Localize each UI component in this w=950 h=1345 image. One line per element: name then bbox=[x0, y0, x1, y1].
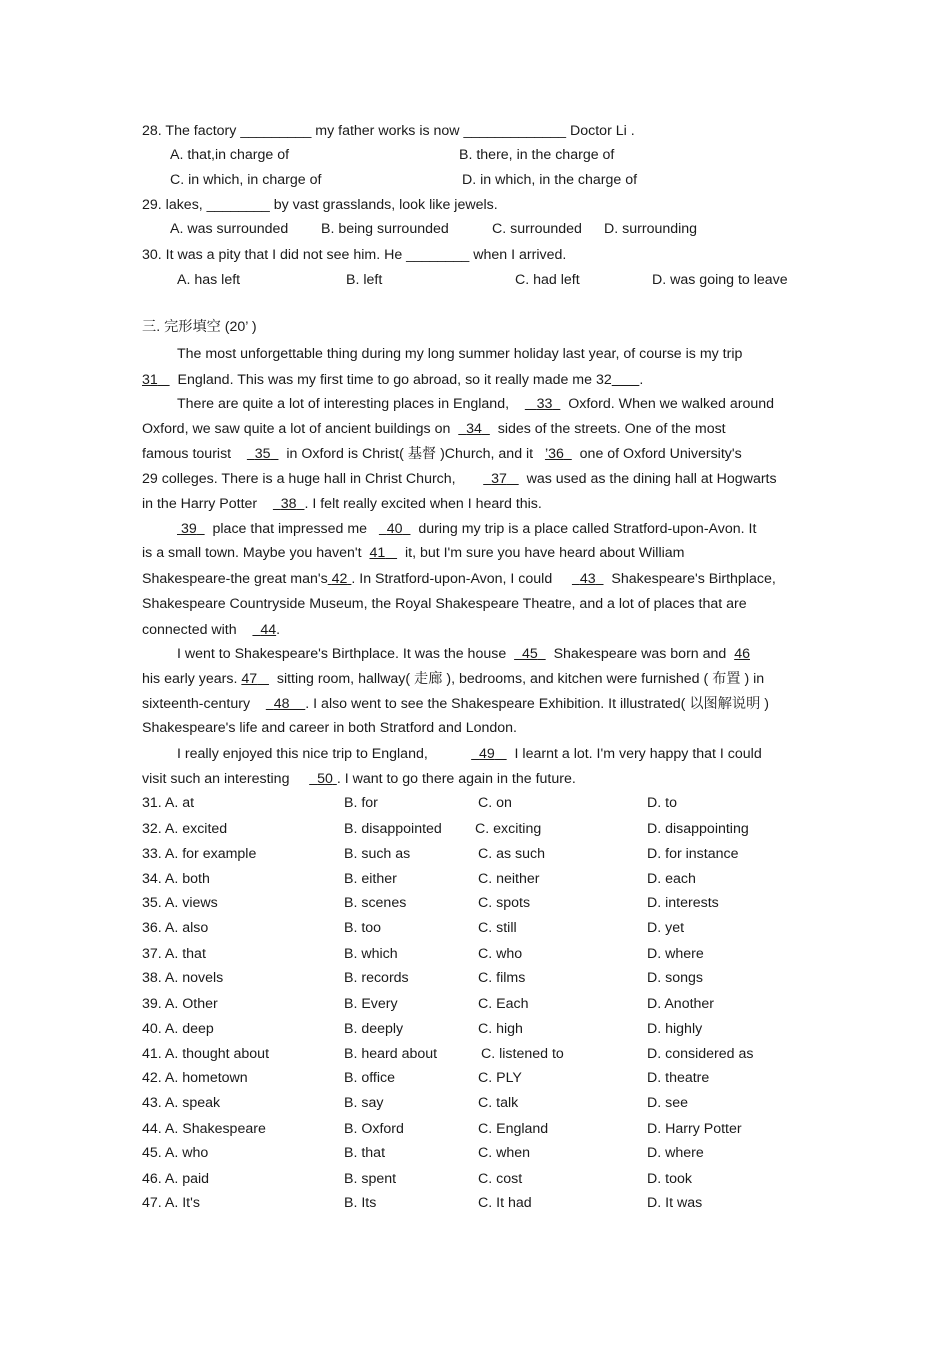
blank-number: 34 bbox=[466, 421, 482, 437]
blank-number: ’36 bbox=[544, 446, 564, 462]
answer-option: B. which bbox=[344, 946, 398, 962]
answer-option: C. neither bbox=[478, 871, 540, 887]
question-stem: 30. It was a pity that I did not see him. He ________ when I arrived. bbox=[142, 247, 567, 263]
answer-option: D. where bbox=[647, 946, 704, 962]
answer-option: C. listened to bbox=[481, 1046, 564, 1062]
blank-number: 43 bbox=[579, 571, 596, 587]
answer-option: D. disappointing bbox=[647, 821, 749, 837]
blank-number: 42 bbox=[331, 571, 348, 587]
answer-option: C. still bbox=[478, 920, 517, 936]
answer-option: C. cost bbox=[478, 1171, 523, 1187]
answer-option: D. took bbox=[647, 1171, 692, 1187]
passage-line: sixteenth-century 48 . I also went to see the Shakespeare Exhibition. It illustrated( 以图解说明 ) bbox=[142, 696, 769, 712]
answer-question-option-a: 44. A. Shakespeare bbox=[142, 1121, 266, 1137]
answer-option: B. disappointed bbox=[344, 821, 442, 837]
passage-line: 29 colleges. There is a huge hall in Christ Church, 37 was used as the dining hall at Hogwarts bbox=[142, 471, 777, 487]
answer-option: B. deeply bbox=[344, 1021, 404, 1037]
answer-option: B. scenes bbox=[344, 895, 407, 911]
answer-option: D. considered as bbox=[647, 1046, 754, 1062]
blank-number: 37 bbox=[491, 471, 507, 487]
answer-question-option-a: 35. A. views bbox=[142, 895, 218, 911]
answer-option: B. that bbox=[344, 1145, 386, 1161]
answer-question-option-a: 47. A. It's bbox=[142, 1195, 200, 1211]
blank-number: 41 bbox=[369, 545, 386, 561]
question-option: A. that,in charge of bbox=[170, 147, 290, 163]
question-stem: 29. lakes, ________ by vast grasslands, look like jewels. bbox=[142, 197, 498, 213]
answer-option: D. each bbox=[647, 871, 696, 887]
answer-option: D. for instance bbox=[647, 846, 739, 862]
answer-option: D. interests bbox=[647, 895, 719, 911]
answer-question-option-a: 41. A. thought about bbox=[142, 1046, 270, 1062]
answer-option: D. songs bbox=[647, 970, 703, 986]
answer-option: D. theatre bbox=[647, 1070, 710, 1086]
answer-option: C. who bbox=[478, 946, 523, 962]
passage-line: 39 place that impressed me 40 during my trip is a place called Stratford-upon-Avon. It bbox=[180, 521, 757, 537]
answer-option: B. for bbox=[344, 795, 378, 811]
blank-number: 47 bbox=[241, 671, 258, 687]
answer-option: D. yet bbox=[647, 920, 685, 936]
answer-option: B. Its bbox=[344, 1195, 377, 1211]
question-option: A. was surrounded bbox=[170, 221, 289, 237]
answer-question-option-a: 38. A. novels bbox=[142, 970, 224, 986]
answer-option: D. see bbox=[647, 1095, 689, 1111]
passage-line: There are quite a lot of interesting places in England, 33 Oxford. When we walked around bbox=[177, 396, 775, 412]
question-option: C. in which, in charge of bbox=[170, 172, 322, 188]
question-option: B. left bbox=[346, 272, 383, 288]
answer-question-option-a: 33. A. for example bbox=[142, 846, 257, 862]
answer-question-option-a: 32. A. excited bbox=[142, 821, 228, 837]
answer-option: C. England bbox=[478, 1121, 549, 1137]
answer-question-option-a: 36. A. also bbox=[142, 920, 209, 936]
passage-line: Shakespeare's life and career in both Stratford and London. bbox=[142, 720, 517, 736]
answer-option: D. Another bbox=[647, 996, 715, 1012]
passage-line: is a small town. Maybe you haven't 41 it, but I'm sure you have heard about William bbox=[142, 545, 685, 561]
blank-number: 44 bbox=[260, 622, 277, 638]
passage-line: his early years. 47 sitting room, hallway( 走廊 ), bedrooms, and kitchen were furnished ( 布置 ) in bbox=[142, 671, 765, 687]
answer-option: B. records bbox=[344, 970, 409, 986]
question-stem: 28. The factory _________ my father works is now _____________ Doctor Li . bbox=[142, 123, 635, 139]
answer-option: B. spent bbox=[344, 1171, 397, 1187]
blank-number: 45 bbox=[522, 646, 538, 662]
blank-number: 46 bbox=[734, 646, 750, 662]
blank-number: 48 bbox=[273, 696, 290, 712]
section-heading: 三. 完形填空 (20’ ) bbox=[142, 319, 257, 335]
blank-number: 49 bbox=[479, 746, 495, 762]
answer-option: B. Every bbox=[344, 996, 398, 1012]
answer-option: D. It was bbox=[647, 1195, 703, 1211]
answer-option: B. office bbox=[344, 1070, 395, 1086]
blank-number: 50 bbox=[317, 771, 333, 787]
answer-option: C. Each bbox=[478, 996, 529, 1012]
answer-option: B. heard about bbox=[344, 1046, 438, 1062]
passage-line: I really enjoyed this nice trip to England, 49 I learnt a lot. I'm very happy that I could bbox=[177, 746, 762, 762]
answer-option: B. such as bbox=[344, 846, 411, 862]
answer-question-option-a: 40. A. deep bbox=[142, 1021, 214, 1037]
passage-line: Shakespeare Countryside Museum, the Royal Shakespeare Theatre, and a lot of places that are bbox=[142, 596, 747, 612]
answer-question-option-a: 43. A. speak bbox=[142, 1095, 221, 1111]
question-option: D. was going to leave bbox=[652, 272, 788, 288]
passage-line: I went to Shakespeare's Birthplace. It was the house 45 Shakespeare was born and 46 bbox=[177, 646, 750, 662]
answer-option: B. say bbox=[344, 1095, 384, 1111]
answer-option: B. either bbox=[344, 871, 397, 887]
answer-option: C. PLY bbox=[478, 1070, 522, 1086]
passage-line: connected with 44. bbox=[142, 622, 281, 638]
answer-option: C. on bbox=[478, 795, 512, 811]
question-option: D. surrounding bbox=[604, 221, 698, 237]
passage-line: visit such an interesting 50 . I want to go there again in the future. bbox=[142, 771, 576, 787]
blank-number: 38 bbox=[280, 496, 297, 512]
answer-option: B. too bbox=[344, 920, 382, 936]
answer-option: C. spots bbox=[478, 895, 531, 911]
blank-number: 35 bbox=[254, 446, 271, 462]
answer-option: C. when bbox=[478, 1145, 531, 1161]
answer-option: B. Oxford bbox=[344, 1121, 404, 1137]
question-option: B. being surrounded bbox=[321, 221, 449, 237]
answer-option: C. as such bbox=[478, 846, 546, 862]
answer-option: C. exciting bbox=[475, 821, 542, 837]
answer-option: C. high bbox=[478, 1021, 523, 1037]
question-option: D. in which, in the charge of bbox=[462, 172, 638, 188]
answer-question-option-a: 37. A. that bbox=[142, 946, 206, 962]
answer-question-option-a: 39. A. Other bbox=[142, 996, 218, 1012]
answer-question-option-a: 45. A. who bbox=[142, 1145, 209, 1161]
answer-question-option-a: 34. A. both bbox=[142, 871, 210, 887]
answer-option: C. It had bbox=[478, 1195, 532, 1211]
blank-number: 33 bbox=[536, 396, 553, 412]
answer-option: C. talk bbox=[478, 1095, 519, 1111]
answer-option: D. where bbox=[647, 1145, 704, 1161]
blank-number: 31 bbox=[142, 372, 158, 388]
answer-question-option-a: 42. A. hometown bbox=[142, 1070, 248, 1086]
question-option: B. there, in the charge of bbox=[459, 147, 615, 163]
answer-question-option-a: 46. A. paid bbox=[142, 1171, 210, 1187]
blank-number: 40 bbox=[386, 521, 403, 537]
passage-line: Oxford, we saw quite a lot of ancient buildings on 34 sides of the streets. One of the most bbox=[142, 421, 726, 437]
passage-line: in the Harry Potter 38 . I felt really excited when I heard this. bbox=[142, 496, 542, 512]
passage-line: Shakespeare-the great man's 42 . In Stratford-upon-Avon, I could 43 Shakespeare's Birthplace, bbox=[142, 571, 776, 587]
passage-line: 31 England. This was my first time to go abroad, so it really made me 32 . bbox=[142, 372, 644, 388]
passage-line: The most unforgettable thing during my long summer holiday last year, of course is my trip bbox=[177, 346, 743, 362]
answer-option: D. Harry Potter bbox=[647, 1121, 742, 1137]
passage-line: famous tourist 35 in Oxford is Christ( 基督 )Church, and it ’36 one of Oxford University's bbox=[142, 446, 742, 462]
question-option: A. has left bbox=[177, 272, 241, 288]
answer-question-option-a: 31. A. at bbox=[142, 795, 195, 811]
blank-number: 39 bbox=[180, 521, 197, 537]
question-option: C. surrounded bbox=[492, 221, 582, 237]
question-option: C. had left bbox=[515, 272, 580, 288]
answer-option: D. to bbox=[647, 795, 677, 811]
answer-option: C. films bbox=[478, 970, 526, 986]
answer-option: D. highly bbox=[647, 1021, 703, 1037]
